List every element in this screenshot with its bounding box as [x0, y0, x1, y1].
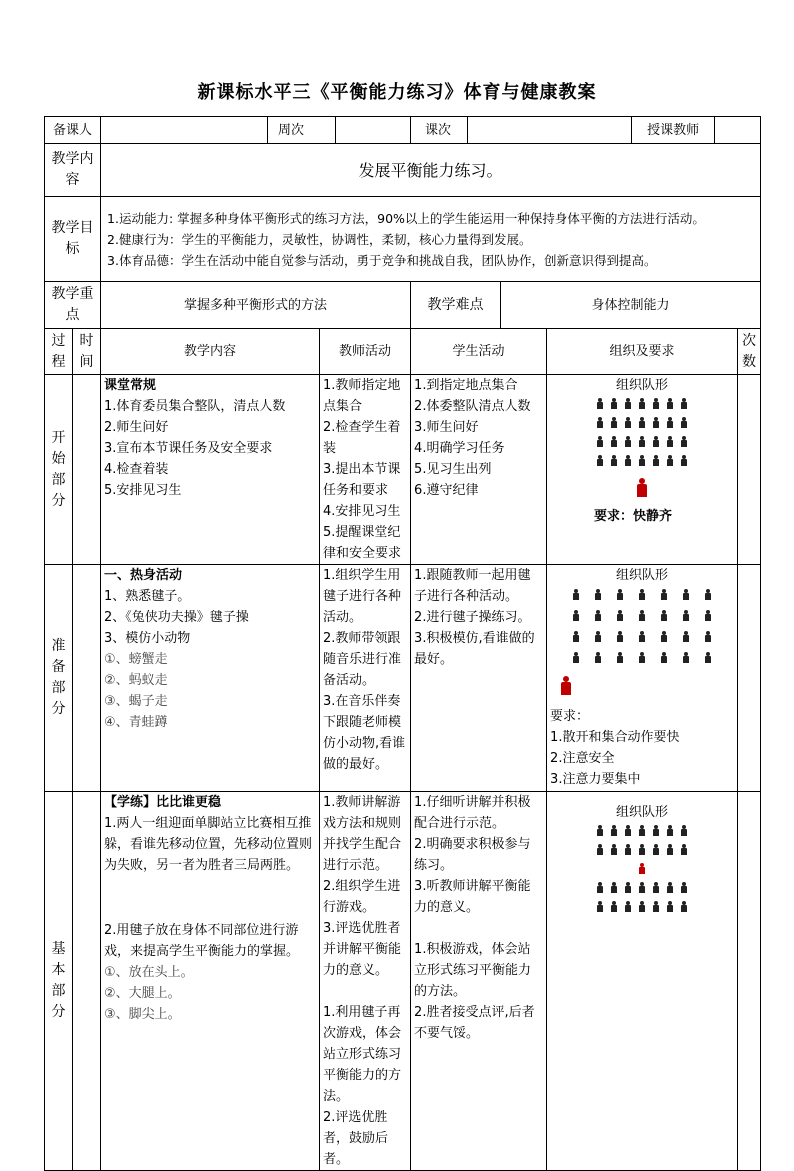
student-icon — [638, 844, 646, 855]
formation-title: 组织队形 — [616, 568, 669, 583]
student-icon — [680, 825, 688, 836]
teacher-line: 2.评选优胜者，鼓励后者。 — [323, 1110, 389, 1167]
student-activity — [411, 565, 547, 792]
requirement-line: 要求： — [550, 709, 590, 724]
student-icon — [610, 901, 618, 912]
section-content — [101, 565, 320, 792]
student-icon — [660, 610, 668, 621]
section-basic-row — [45, 792, 761, 1171]
teacher-line: 1.教师讲解游戏方法和规则并找学生配合进行示范。 — [323, 795, 402, 873]
formation-row — [550, 649, 734, 670]
col-student: 学生活动 — [411, 329, 547, 375]
section-prepare-row — [45, 565, 761, 792]
student-icon — [616, 589, 624, 600]
student-icon — [666, 436, 674, 447]
teacher-icon — [636, 478, 648, 497]
student-icon — [666, 844, 674, 855]
header-row — [45, 117, 761, 144]
student-icon — [572, 610, 580, 621]
goal-line: 1.运动能力: 掌握多种身体平衡形式的练习方法，90%以上的学生能运用一种保持身体平衡的方法进行活动。 — [107, 210, 705, 226]
content-line: 1.两人一组迎面单脚站立比赛相互推躲，看谁先移动位置，先移动位置则为失败，另一者为胜者三局两胜。 — [104, 816, 313, 873]
lesson-plan-table — [44, 116, 761, 1171]
content-label: 教学内容 — [45, 144, 101, 197]
requirement-line: 3.注意力要集中 — [550, 772, 641, 787]
student-line: 1.积极游戏，体会站立形式练习平衡能力的方法。 — [414, 942, 532, 999]
student-icon — [594, 631, 602, 642]
difficulty-label: 教学难点 — [411, 282, 501, 329]
organization-cell — [547, 565, 738, 792]
col-org: 组织及要求 — [547, 329, 738, 375]
section-name: 开始部分 — [45, 375, 73, 565]
key-label: 教学重点 — [45, 282, 101, 329]
student-icon — [652, 436, 660, 447]
formation-requirement: 要求：快静齐 — [594, 509, 673, 524]
section-name: 准备部分 — [45, 565, 73, 792]
student-icon — [704, 652, 712, 663]
student-icon — [680, 436, 688, 447]
content-line: 4.检查着装 — [104, 462, 169, 477]
section-count — [738, 565, 761, 792]
section-count — [738, 792, 761, 1171]
teacher-line: 1.组织学生用毽子进行各种活动。 — [323, 568, 402, 625]
teacher-activity — [320, 375, 411, 565]
student-icon — [596, 436, 604, 447]
teacher-icon — [560, 676, 572, 695]
student-icon — [652, 901, 660, 912]
formation-row — [550, 899, 734, 918]
student-icon — [666, 398, 674, 409]
goals-row — [45, 197, 761, 282]
student-icon — [704, 610, 712, 621]
content-line: ①、放在头上。 — [104, 965, 194, 980]
student-line: 1.仔细听讲解并积极配合进行示范。 — [414, 795, 531, 831]
student-icon — [638, 417, 646, 428]
content-text: 发展平衡能力练习。 — [101, 144, 761, 197]
student-icon — [610, 844, 618, 855]
formation-title: 组织队形 — [616, 805, 669, 820]
teacher-line: 3.提出本节课任务和要求 — [323, 462, 401, 498]
student-line: 1.跟随教师一起用毽子进行各种活动。 — [414, 568, 531, 604]
student-icon — [660, 631, 668, 642]
teacher-position — [550, 861, 734, 880]
student-icon — [610, 825, 618, 836]
formation-row — [550, 434, 734, 453]
teacher-line: 1.利用毽子再次游戏，体会站立形式练习平衡能力的方法。 — [323, 1005, 402, 1104]
student-icon — [682, 610, 690, 621]
content-line: ③、蝎子走 — [104, 694, 168, 709]
student-icon — [680, 417, 688, 428]
student-icon — [638, 436, 646, 447]
page-title: 新课标水平三《平衡能力练习》体育与健康教案 — [197, 82, 597, 103]
student-icon — [596, 417, 604, 428]
student-icon — [680, 455, 688, 466]
formation-row — [550, 628, 734, 649]
col-teacher: 教师活动 — [320, 329, 411, 375]
section-time — [73, 375, 101, 565]
formation-row — [550, 586, 734, 607]
student-icon — [682, 652, 690, 663]
organization-cell — [547, 375, 738, 565]
student-line: 5.见习生出列 — [414, 462, 492, 477]
key-text: 掌握多种平衡形式的方法 — [101, 282, 411, 329]
goals-label: 教学目标 — [45, 197, 101, 282]
content-line: 2、《兔侠功夫操》毽子操 — [104, 610, 249, 625]
teacher-icon — [638, 863, 646, 874]
content-heading: 一、热身活动 — [104, 568, 183, 583]
teacher-line: 2.教师带领跟随音乐进行准备活动。 — [323, 631, 402, 688]
content-line: ③、脚尖上。 — [104, 1007, 181, 1022]
student-icon — [596, 882, 604, 893]
student-icon — [652, 455, 660, 466]
content-line: 3、模仿小动物 — [104, 631, 191, 646]
student-icon — [660, 589, 668, 600]
student-icon — [638, 901, 646, 912]
student-icon — [594, 652, 602, 663]
student-activity — [411, 375, 547, 565]
content-line: 5.安排见习生 — [104, 483, 182, 498]
student-icon — [610, 417, 618, 428]
formation-row — [550, 823, 734, 842]
teacher-position — [550, 472, 734, 506]
formation-row — [550, 453, 734, 472]
student-line: 6.遵守纪律 — [414, 483, 479, 498]
teacher-line: 2.检查学生着装 — [323, 420, 401, 456]
student-icon — [660, 652, 668, 663]
student-icon — [682, 589, 690, 600]
student-icon — [652, 417, 660, 428]
content-line: ①、螃蟹走 — [104, 652, 168, 667]
col-count: 次数 — [738, 329, 761, 375]
student-icon — [572, 589, 580, 600]
difficulty-text: 身体控制能力 — [501, 282, 761, 329]
student-icon — [652, 825, 660, 836]
section-content — [101, 375, 320, 565]
goal-line: 2.健康行为：学生的平衡能力，灵敏性，协调性，柔韧，核心力量得到发展。 — [107, 231, 532, 247]
student-icon — [638, 652, 646, 663]
section-time — [73, 565, 101, 792]
prep-teacher-label: 备课人 — [45, 117, 101, 144]
student-icon — [610, 436, 618, 447]
requirement-line: 2.注意安全 — [550, 751, 615, 766]
student-line: 4.明确学习任务 — [414, 441, 505, 456]
student-icon — [680, 901, 688, 912]
formation-title: 组织队形 — [616, 378, 669, 393]
student-icon — [616, 652, 624, 663]
teacher-line: 4.安排见习生 — [323, 504, 401, 519]
student-icon — [704, 589, 712, 600]
formation-row — [550, 396, 734, 415]
formation-row — [550, 607, 734, 628]
student-icon — [596, 398, 604, 409]
student-icon — [624, 398, 632, 409]
goal-line: 3.体育品德：学生在活动中能自觉参与活动，勇于竞争和挑战自我，团队协作，创新意识得到提高。 — [107, 252, 657, 268]
week-label: 周次 — [268, 117, 336, 144]
teacher-line: 2.组织学生进行游戏。 — [323, 879, 401, 915]
section-content — [101, 792, 320, 1171]
student-line: 2.胜者接受点评,后者不要气馁。 — [414, 1005, 535, 1041]
student-icon — [572, 631, 580, 642]
student-icon — [680, 398, 688, 409]
content-row — [45, 144, 761, 197]
formation-row — [550, 880, 734, 899]
student-line: 2.进行毽子操练习。 — [414, 610, 531, 625]
student-icon — [624, 825, 632, 836]
student-icon — [596, 825, 604, 836]
student-icon — [704, 631, 712, 642]
teacher-line: 5.提醒课堂纪律和安全要求 — [323, 525, 402, 561]
student-icon — [666, 882, 674, 893]
student-activity — [411, 792, 547, 1171]
student-icon — [666, 417, 674, 428]
student-icon — [594, 610, 602, 621]
prep-teacher-value — [101, 117, 268, 144]
student-icon — [638, 398, 646, 409]
section-time — [73, 792, 101, 1171]
content-line: 2.用毽子放在身体不同部位进行游戏，来提高学生平衡能力的掌握。 — [104, 923, 300, 959]
student-icon — [638, 610, 646, 621]
student-icon — [680, 882, 688, 893]
student-icon — [624, 882, 632, 893]
student-icon — [638, 882, 646, 893]
key-row — [45, 282, 761, 329]
student-line: 2.体委整队清点人数 — [414, 399, 531, 414]
student-icon — [638, 825, 646, 836]
student-icon — [652, 398, 660, 409]
col-time: 时间 — [73, 329, 101, 375]
section-name: 基本部分 — [45, 792, 73, 1171]
col-process: 过程 — [45, 329, 73, 375]
formation-row — [550, 842, 734, 861]
content-line: 1.体育委员集合整队，清点人数 — [104, 399, 286, 414]
student-icon — [594, 589, 602, 600]
student-icon — [572, 652, 580, 663]
student-icon — [680, 844, 688, 855]
student-icon — [624, 417, 632, 428]
student-icon — [638, 631, 646, 642]
content-line: 2.师生问好 — [104, 420, 169, 435]
student-icon — [596, 844, 604, 855]
content-heading: 【学练】比比谁更稳 — [104, 795, 222, 810]
student-icon — [666, 455, 674, 466]
organization-cell — [547, 792, 738, 1171]
lesson-no-value — [468, 117, 632, 144]
content-heading: 课堂常规 — [104, 378, 157, 393]
student-icon — [666, 901, 674, 912]
student-line: 1.到指定地点集合 — [414, 378, 518, 393]
student-icon — [652, 844, 660, 855]
teacher-activity — [320, 792, 411, 1171]
teacher-activity — [320, 565, 411, 792]
student-icon — [638, 455, 646, 466]
student-line: 2.明确要求积极参与练习。 — [414, 837, 531, 873]
teacher-line: 1.教师指定地点集合 — [323, 378, 401, 414]
student-icon — [652, 882, 660, 893]
student-icon — [610, 455, 618, 466]
student-line: 3.听教师讲解平衡能力的意义。 — [414, 879, 531, 915]
col-content: 教学内容 — [101, 329, 320, 375]
requirement-line: 1.散开和集合动作要快 — [550, 730, 680, 745]
content-line: 3.宣布本节课任务及安全要求 — [104, 441, 273, 456]
content-line: ④、青蛙蹲 — [104, 715, 168, 730]
teacher-line: 3.评选优胜者并讲解平衡能力的意义。 — [323, 921, 402, 978]
teacher-position — [550, 670, 734, 706]
section-count — [738, 375, 761, 565]
student-icon — [624, 901, 632, 912]
column-header-row — [45, 329, 761, 375]
student-icon — [638, 589, 646, 600]
student-icon — [624, 455, 632, 466]
student-line: 3.师生问好 — [414, 420, 479, 435]
content-line: ②、大腿上。 — [104, 986, 181, 1001]
section-start-row — [45, 375, 761, 565]
student-icon — [610, 882, 618, 893]
student-icon — [610, 398, 618, 409]
instructor-label: 授课教师 — [632, 117, 715, 144]
student-icon — [624, 436, 632, 447]
formation-row — [550, 415, 734, 434]
student-icon — [616, 610, 624, 621]
instructor-value — [715, 117, 761, 144]
student-line: 3.积极模仿,看谁做的最好。 — [414, 631, 535, 667]
content-line: 1、熟悉毽子。 — [104, 589, 191, 604]
teacher-line: 3.在音乐伴奏下跟随老师模仿小动物,看谁做的最好。 — [323, 694, 406, 772]
week-value — [336, 117, 411, 144]
student-icon — [616, 631, 624, 642]
lesson-no-label: 课次 — [411, 117, 468, 144]
student-icon — [624, 844, 632, 855]
student-icon — [682, 631, 690, 642]
goals-text — [101, 197, 761, 282]
content-line: ②、蚂蚁走 — [104, 673, 168, 688]
student-icon — [596, 455, 604, 466]
student-icon — [666, 825, 674, 836]
student-icon — [596, 901, 604, 912]
